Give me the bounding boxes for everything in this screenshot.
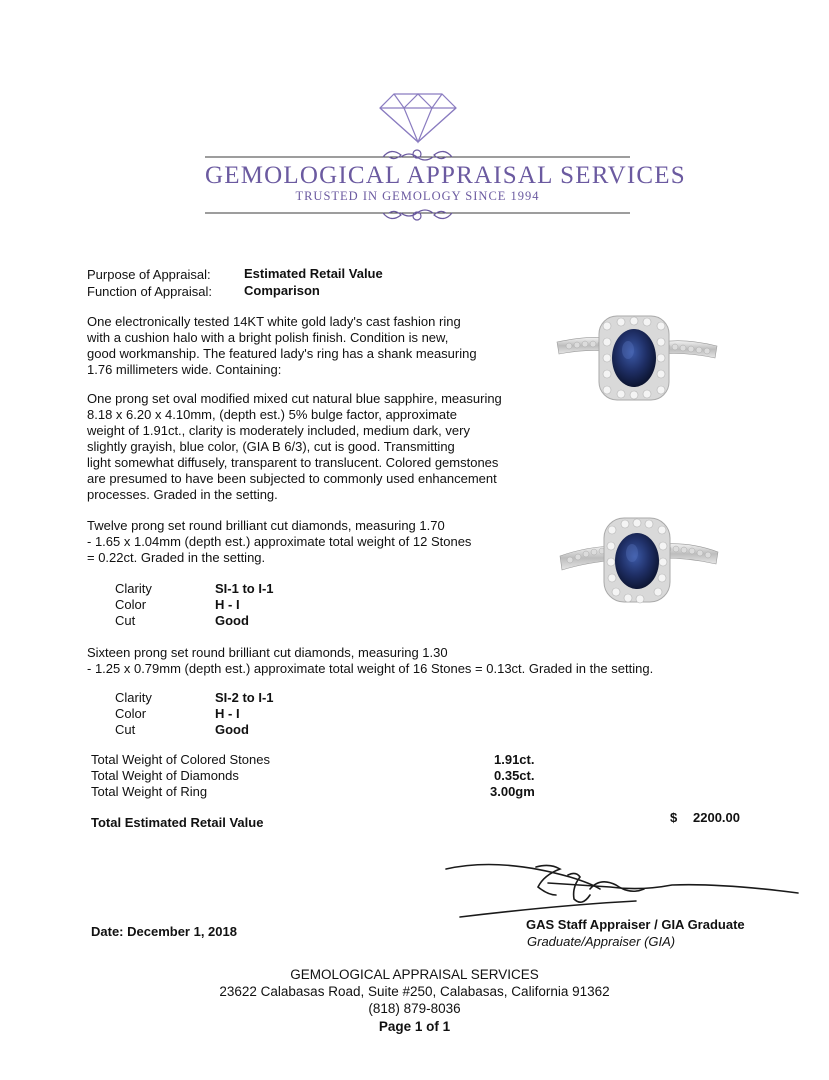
intro-line: 1.76 millimeters wide. Containing:	[87, 362, 282, 377]
function-value: Comparison	[244, 283, 320, 298]
retail-value-amount: 2200.00	[693, 810, 740, 825]
totals-table	[91, 752, 535, 800]
sapphire-line: weight of 1.91ct., clarity is moderately included, medium dark, very	[87, 423, 470, 438]
sapphire-line: slightly grayish, blue color, (GIA B 6/3), cut is good. Transmitting	[87, 439, 455, 454]
appraisal-date: Date: December 1, 2018	[91, 924, 237, 939]
grade-value: SI-2 to I-1	[215, 690, 274, 705]
grade-row	[115, 706, 240, 722]
sapphire-line: One prong set oval modified mixed cut natural blue sapphire, measuring	[87, 391, 502, 406]
ring-photo-top	[555, 312, 720, 407]
diamonds-16-line: - 1.25 x 0.79mm (depth est.) approximate total weight of 16 Stones = 0.13ct. Graded in the setting.	[87, 661, 654, 676]
grade-row	[115, 690, 274, 706]
intro-line: with a cushion halo with a bright polish finish. Condition is new,	[87, 330, 449, 345]
ring-photo-bottom	[558, 516, 720, 608]
purpose-label: Purpose of Appraisal:	[87, 267, 211, 282]
diamonds-16-line: Sixteen prong set round brilliant cut diamonds, measuring 1.30	[87, 645, 448, 660]
grades-16-table	[115, 690, 274, 738]
function-label: Function of Appraisal:	[87, 284, 213, 299]
total-label: Total Weight of Diamonds	[91, 768, 239, 783]
grade-value: H - I	[215, 706, 240, 721]
grade-row	[115, 722, 249, 738]
sapphire-line: light somewhat diffusely, transparent to translucent. Colored gemstones	[87, 455, 499, 470]
grade-label: Color	[115, 597, 147, 612]
logo-subtitle: TRUSTED IN GEMOLOGY SINCE 1994	[295, 189, 540, 203]
logo-title: GEMOLOGICAL APPRAISAL SERVICES	[205, 162, 686, 189]
grade-value: SI-1 to I-1	[215, 581, 274, 596]
total-label: Total Weight of Colored Stones	[91, 752, 270, 767]
total-row	[91, 752, 535, 768]
retail-value-label: Total Estimated Retail Value	[91, 815, 264, 830]
sapphire-line: 8.18 x 6.20 x 4.10mm, (depth est.) 5% bulge factor, approximate	[87, 407, 457, 422]
grade-value: Good	[215, 722, 249, 737]
grade-row	[115, 597, 240, 613]
appraiser-subtitle: Graduate/Appraiser (GIA)	[527, 934, 676, 949]
diamonds-12-line: = 0.22ct. Graded in the setting.	[87, 550, 266, 565]
diamonds-12-line: - 1.65 x 1.04mm (depth est.) approximate total weight of 12 Stones	[87, 534, 472, 549]
sapphire-line: are presumed to have been subjected to commonly used enhancement	[87, 471, 497, 486]
diamonds-12-paragraph	[87, 518, 471, 566]
diamonds-16-paragraph	[87, 645, 653, 677]
intro-line: good workmanship. The featured lady's ring has a shank measuring	[87, 346, 477, 361]
retail-currency: $	[670, 810, 678, 825]
ornament-bottom-icon	[205, 204, 630, 224]
total-row	[91, 784, 535, 800]
grade-label: Color	[115, 706, 147, 721]
grade-label: Clarity	[115, 581, 152, 596]
diamonds-12-line: Twelve prong set round brilliant cut diamonds, measuring 1.70	[87, 518, 445, 533]
sapphire-line: processes. Graded in the setting.	[87, 487, 278, 502]
total-value: 3.00gm	[490, 784, 535, 799]
footer	[0, 966, 829, 1037]
grade-label: Clarity	[115, 690, 152, 705]
intro-line: One electronically tested 14KT white gold lady's cast fashion ring	[87, 314, 461, 329]
intro-paragraph	[87, 314, 477, 378]
footer-company: GEMOLOGICAL APPRAISAL SERVICES	[290, 967, 539, 982]
sapphire-paragraph	[87, 391, 502, 503]
purpose-value: Estimated Retail Value	[244, 266, 383, 281]
total-row	[91, 768, 535, 784]
grade-label: Cut	[115, 613, 136, 628]
total-value: 1.91ct.	[494, 752, 535, 767]
grade-value: Good	[215, 613, 249, 628]
total-value: 0.35ct.	[494, 768, 535, 783]
appraiser-title: GAS Staff Appraiser / GIA Graduate	[526, 917, 745, 932]
grade-row	[115, 581, 274, 597]
grade-row	[115, 613, 249, 629]
grades-12-table	[115, 581, 274, 629]
grade-label: Cut	[115, 722, 136, 737]
signature-icon	[440, 855, 805, 925]
footer-address: 23622 Calabasas Road, Suite #250, Calabasas, California 91362	[219, 984, 610, 999]
total-label: Total Weight of Ring	[91, 784, 208, 799]
diamond-icon	[378, 92, 458, 144]
grade-value: H - I	[215, 597, 240, 612]
footer-phone: (818) 879-8036	[368, 1001, 461, 1016]
footer-page-number: Page 1 of 1	[378, 1019, 451, 1034]
